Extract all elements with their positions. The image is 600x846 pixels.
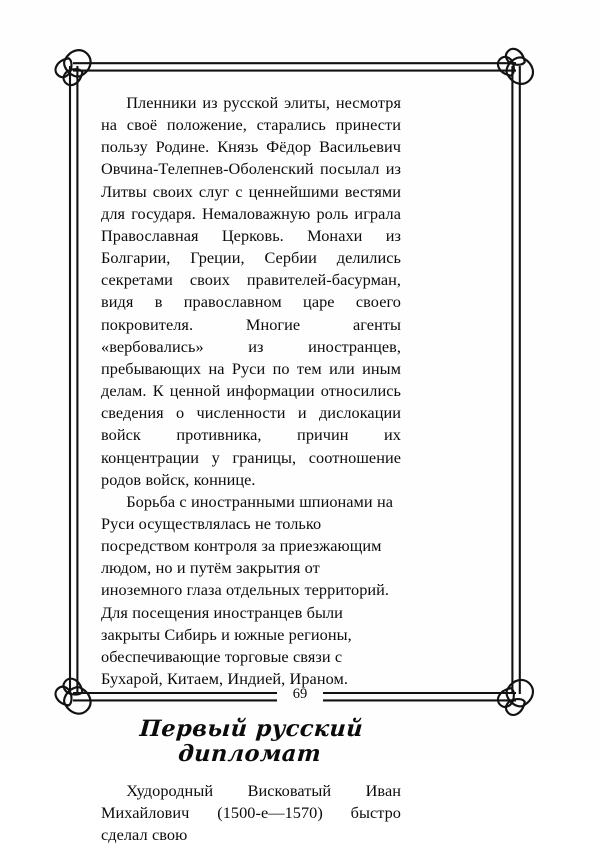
body-paragraph-1: Пленники из русской элиты, несмотря на своё положение, старались принести пользу Родине. Князь Фёдор Васильевич Овчина-Телепнев-Оболенский посылал из Литвы своих слуг с ценнейшими вестями для государя. Немаловажную роль играла Православная Церковь. Монахи из Болгарии, Греции, Сербии делились секретами своих правителей-басурман, видя в православном царе своего покровителя. Многие агенты «вербовались» из иностранцев, пребывающих на Руси по тем или иным делам. К ценной информации относились сведения о численности и дислокации войск противника, причин их концентрации у границы, соотношение родов войск, коннице. (101, 93, 401, 489)
page-number: 69 (292, 686, 308, 702)
section-heading: Первый русский дипломат (138, 716, 364, 767)
text-column (101, 92, 401, 846)
section-opening-paragraph: Худородный Висковатый Иван Михайлович (1500-е—1570) быстро сделал свою (101, 780, 401, 845)
body-paragraph-2: Борьба с иностранными шпионами на Руси осуществлялась не только посредством контроля за приезжающим людом, но и путём закрытия от иноземного глаза отдельных территорий. Для посещения иностранцев были закрыты Сибирь и южные регионы, обеспечивающие торговые связи с Бухарой, Китаем, Индией, Ираном. (101, 491, 394, 689)
corner-knot-ornament-top-right (495, 46, 539, 90)
corner-knot-ornament-top-left (52, 44, 96, 88)
